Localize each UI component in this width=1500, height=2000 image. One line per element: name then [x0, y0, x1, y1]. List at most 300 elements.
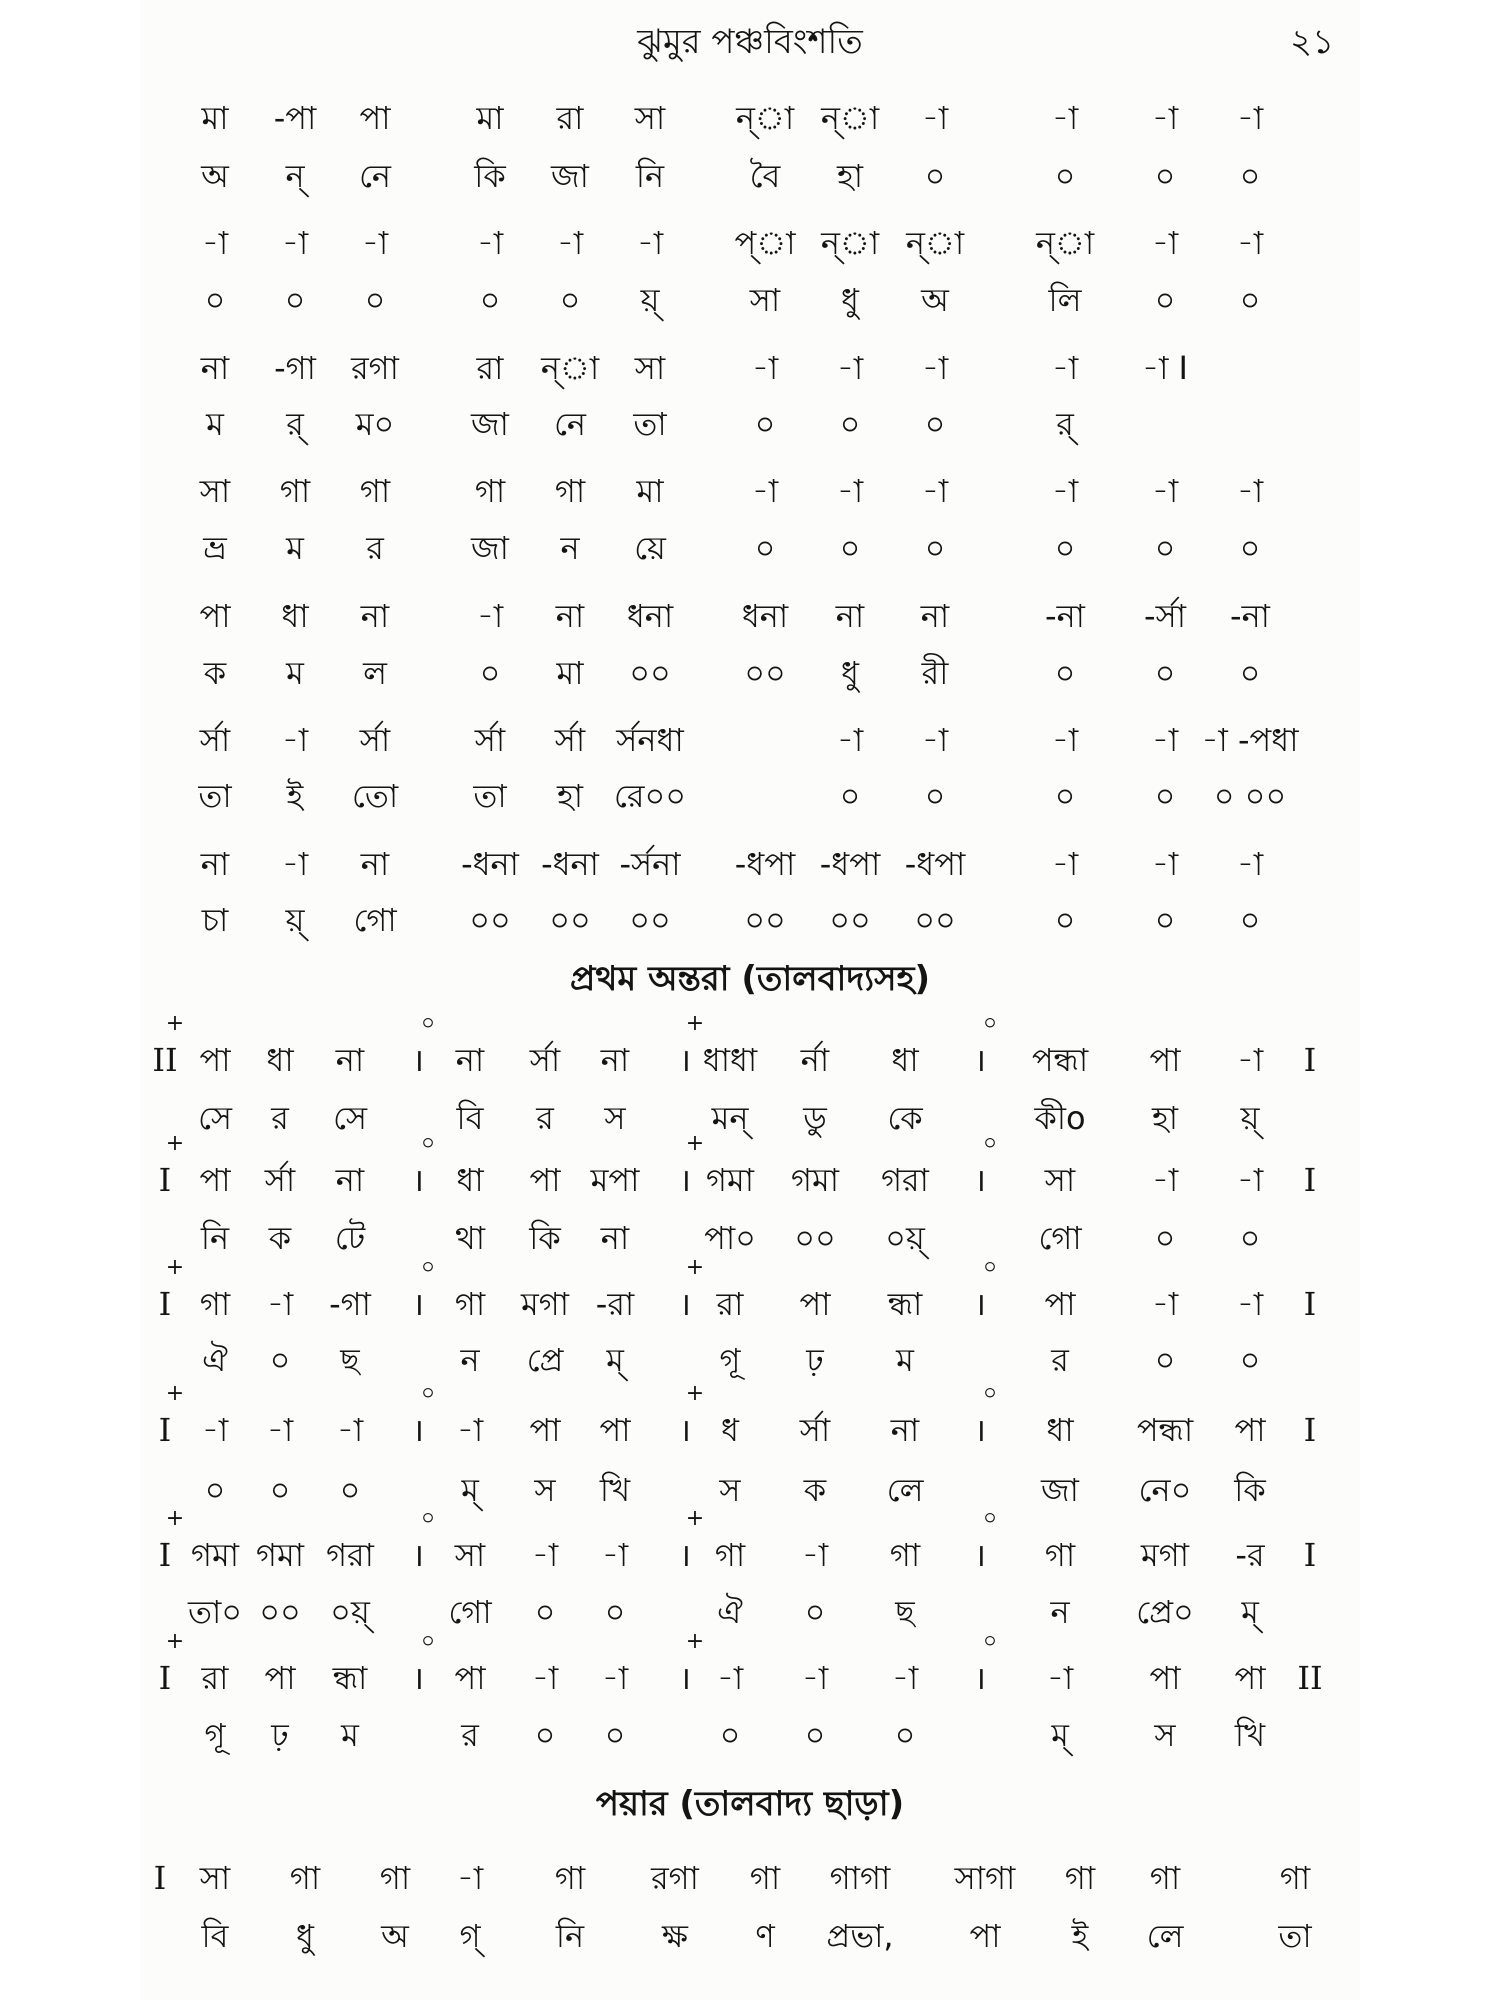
swara-cell: -া — [836, 349, 864, 387]
lyric-cell: ০ — [839, 405, 861, 443]
swara-cell: -া — [476, 597, 504, 635]
bar-line: । — [973, 1536, 987, 1574]
lyric-cell: ঢ় — [806, 1341, 824, 1379]
lyric-cell: ০ — [1054, 157, 1076, 195]
lyric-row — [0, 1467, 1500, 1513]
bar-line: I — [1303, 1161, 1317, 1199]
lyric-cell: সে — [332, 1099, 368, 1137]
swara-cell: র্সা — [199, 721, 231, 759]
lyric-cell: ছ — [340, 1341, 360, 1379]
lyric-cell: মা — [556, 654, 584, 692]
lyric-cell: কীo — [1034, 1099, 1086, 1137]
lyric-row — [0, 1215, 1500, 1261]
lyric-cell: কে — [887, 1099, 923, 1137]
swara-cell: না — [360, 845, 390, 883]
lyric-cell: ০ — [1154, 529, 1176, 567]
lyric-cell: ০ — [1054, 654, 1076, 692]
lyric-cell: ঢ় — [271, 1716, 289, 1754]
lyric-cell: ০০ — [914, 901, 956, 939]
swara-cell: না — [890, 1411, 920, 1449]
swara-cell: রগা — [651, 1859, 699, 1897]
bar-line: I — [158, 1285, 172, 1323]
swara-cell: -া — [801, 1536, 829, 1574]
lyric-cell: ০০ — [629, 901, 671, 939]
swara-cell: পা — [264, 1659, 296, 1697]
swara-cell: রা — [476, 349, 504, 387]
lyric-cell: ০০ — [549, 901, 591, 939]
lyric-cell: ০ — [1154, 1341, 1176, 1379]
swara-cell: পন্ধা — [1136, 1411, 1194, 1449]
swara-cell: -া — [281, 845, 309, 883]
khali-marker: ০ — [982, 1629, 998, 1654]
lyric-cell: লি — [1048, 281, 1082, 319]
swara-cell: পা — [1149, 1041, 1181, 1079]
lyric-cell: ক্ষ — [662, 1917, 688, 1955]
khali-marker: ০ — [982, 1011, 998, 1036]
khali-marker: ০ — [420, 1506, 436, 1531]
lyric-cell: ০ — [924, 777, 946, 815]
bar-line: । — [411, 1536, 425, 1574]
swara-cell: ধাধা — [702, 1041, 758, 1079]
swara-cell: না — [555, 597, 585, 635]
swara-cell: গা — [1279, 1859, 1311, 1897]
lyric-cell: ০ — [1239, 654, 1261, 692]
swara-cell: না — [920, 597, 950, 635]
lyric-cell: জা — [471, 529, 509, 567]
swara-cell: সা — [199, 1859, 231, 1897]
lyric-cell: র — [461, 1716, 479, 1754]
swara-cell: গা — [289, 1859, 321, 1897]
lyric-cell: মন্ — [711, 1099, 749, 1137]
bar-line: । — [678, 1536, 692, 1574]
lyric-cell: ণ — [755, 1917, 775, 1955]
lyric-row — [0, 153, 1500, 199]
lyric-cell: ০০ — [794, 1219, 836, 1257]
lyric-cell: খি — [1234, 1716, 1266, 1754]
swara-cell: -া — [1151, 1161, 1179, 1199]
swara-cell: -া — [636, 224, 664, 262]
lyric-cell: ধু — [296, 1917, 314, 1955]
swara-cell: না — [200, 845, 230, 883]
bar-line: I — [1303, 1411, 1317, 1449]
sam-marker: + — [685, 1506, 705, 1531]
lyric-cell: ০য়্ — [885, 1219, 925, 1257]
lyric-cell: ন — [460, 1341, 480, 1379]
swara-cell: -া — [281, 721, 309, 759]
lyric-cell: ০০ — [744, 901, 786, 939]
lyric-cell: ০ — [1154, 901, 1176, 939]
swara-cell: না — [360, 597, 390, 635]
swara-row — [0, 717, 1500, 763]
swara-cell: -া — [1151, 472, 1179, 510]
lyric-cell: ন — [1050, 1593, 1070, 1631]
lyric-cell: ০ — [839, 777, 861, 815]
lyric-cell: খি — [599, 1471, 631, 1509]
lyric-cell: ০ — [754, 405, 776, 443]
swara-cell: পা — [199, 1161, 231, 1199]
lyric-cell: র — [366, 529, 384, 567]
swara-cell: -না — [1045, 597, 1085, 635]
lyric-cell: ম — [286, 529, 304, 567]
lyric-cell: ০ — [924, 157, 946, 195]
lyric-cell: ০ — [479, 281, 501, 319]
lyric-cell: ক — [803, 1471, 827, 1509]
bar-line: I — [158, 1536, 172, 1574]
swara-cell: -া — [476, 224, 504, 262]
swara-cell: গা — [554, 472, 586, 510]
swara-cell: সা — [454, 1536, 486, 1574]
lyric-cell: গো — [353, 901, 397, 939]
swara-cell: সা — [199, 472, 231, 510]
page-number: ২১ — [1290, 22, 1335, 62]
swara-cell: -া — [1236, 224, 1264, 262]
swara-cell: -রা — [595, 1285, 635, 1323]
swara-cell: -া — [891, 1659, 919, 1697]
swara-cell: ন্‌া — [820, 224, 880, 262]
lyric-row — [0, 1589, 1500, 1635]
lyric-cell: ০ — [1239, 901, 1261, 939]
lyric-cell: প্রভা, — [826, 1917, 894, 1955]
lyric-cell: ডু — [803, 1099, 827, 1137]
lyric-cell: ক — [203, 654, 227, 692]
lyric-cell: ০০ — [829, 901, 871, 939]
khali-marker: ০ — [420, 1131, 436, 1156]
lyric-cell: ০০ — [259, 1593, 301, 1631]
swara-cell: ধনা — [626, 597, 674, 635]
bar-line: । — [411, 1659, 425, 1697]
swara-cell: গরা — [881, 1161, 929, 1199]
lyric-cell: ০ — [1239, 1341, 1261, 1379]
lyric-cell: য়্ — [285, 901, 305, 939]
lyric-cell: ০ — [1239, 281, 1261, 319]
lyric-cell: র — [271, 1099, 289, 1137]
sam-marker: + — [165, 1506, 185, 1531]
swara-row — [0, 1011, 1500, 1083]
lyric-cell: ন — [560, 529, 580, 567]
swara-cell: -া — [1051, 472, 1079, 510]
lyric-cell: ধু — [841, 654, 859, 692]
lyric-cell: নি — [635, 157, 665, 195]
lyric-cell: ম্ — [1241, 1593, 1259, 1631]
swara-cell: র্সা — [264, 1161, 296, 1199]
khali-marker: ০ — [982, 1131, 998, 1156]
lyric-cell: ০ — [1054, 777, 1076, 815]
lyric-cell: কি — [529, 1219, 561, 1257]
lyric-cell: ০ — [204, 281, 226, 319]
swara-cell: র্সনধা — [616, 721, 684, 759]
swara-cell: ধা — [456, 1161, 484, 1199]
swara-cell: -ধপা — [819, 845, 881, 883]
lyric-cell: ০ — [924, 529, 946, 567]
swara-row — [0, 841, 1500, 887]
bar-line: । — [678, 1411, 692, 1449]
khali-marker: ০ — [420, 1011, 436, 1036]
lyric-cell: লে — [1146, 1917, 1184, 1955]
swara-cell: -র — [1235, 1536, 1265, 1574]
swara-cell: -া — [556, 224, 584, 262]
khali-marker: ০ — [420, 1629, 436, 1654]
swara-cell: পা — [599, 1411, 631, 1449]
lyric-cell: ম০ — [355, 405, 395, 443]
swara-cell: -গা — [329, 1285, 371, 1323]
lyric-cell: ঐ — [202, 1341, 228, 1379]
lyric-cell: র — [536, 1099, 554, 1137]
bar-line: । — [973, 1411, 987, 1449]
swara-cell: ন্ধা — [332, 1659, 368, 1697]
swara-cell: -া — [456, 1411, 484, 1449]
lyric-cell: হা — [1151, 1099, 1179, 1137]
swara-cell: -া — [1236, 1285, 1264, 1323]
swara-row — [0, 1131, 1500, 1203]
lyric-cell: ০ ০০ — [1213, 777, 1287, 815]
swara-cell: ধা — [266, 1041, 294, 1079]
section-heading: পয়ার (তালবাদ্য ছাড়া) — [595, 1784, 905, 1824]
swara-cell: -া — [1151, 721, 1179, 759]
swara-cell: র্সা — [529, 1041, 561, 1079]
bar-line: । — [678, 1285, 692, 1323]
lyric-cell: ০ — [269, 1471, 291, 1509]
swara-cell: -া — [1151, 845, 1179, 883]
swara-cell: মা — [636, 472, 664, 510]
swara-cell: -া — [1051, 721, 1079, 759]
bar-line: I — [1303, 1041, 1317, 1079]
lyric-cell: টে — [334, 1219, 366, 1257]
lyric-row — [0, 401, 1500, 447]
lyric-row — [0, 773, 1500, 819]
lyric-cell: ০ — [604, 1593, 626, 1631]
swara-cell: গা — [279, 472, 311, 510]
bar-line: । — [411, 1285, 425, 1323]
swara-cell: -া — [921, 349, 949, 387]
swara-cell: গমা — [790, 1161, 840, 1199]
swara-cell: গা — [379, 1859, 411, 1897]
swara-cell: -া — [836, 472, 864, 510]
lyric-cell: ০ — [804, 1593, 826, 1631]
swara-cell: -া — [1151, 1285, 1179, 1323]
swara-row — [0, 1255, 1500, 1327]
swara-cell: -া — [836, 721, 864, 759]
lyric-cell: ০ — [1154, 654, 1176, 692]
swara-cell: -া — [361, 224, 389, 262]
swara-cell: পা — [454, 1659, 486, 1697]
swara-cell: ন্‌া — [1035, 224, 1095, 262]
swara-cell: -া — [1151, 224, 1179, 262]
swara-cell: -া — [1151, 99, 1179, 137]
swara-cell: গা — [714, 1536, 746, 1574]
lyric-cell: ধু — [841, 281, 859, 319]
khali-marker: ০ — [420, 1255, 436, 1280]
swara-cell: মগা — [1140, 1536, 1190, 1574]
swara-cell: পা — [529, 1161, 561, 1199]
swara-cell: পা — [199, 1041, 231, 1079]
swara-cell: রগা — [351, 349, 399, 387]
lyric-cell: গ্ — [459, 1917, 481, 1955]
swara-cell: ধনা — [741, 597, 789, 635]
swara-cell: -া — [531, 1536, 559, 1574]
swara-cell: র্সা — [359, 721, 391, 759]
lyric-cell: ০০ — [629, 654, 671, 692]
lyric-cell: ম্ — [461, 1471, 479, 1509]
swara-row — [0, 1381, 1500, 1453]
lyric-cell: য়্ — [1240, 1099, 1260, 1137]
swara-cell: সা — [634, 99, 666, 137]
lyric-cell: রী — [921, 654, 949, 692]
lyric-cell: জা — [471, 405, 509, 443]
sam-marker: + — [685, 1381, 705, 1406]
lyric-cell: ম — [341, 1716, 359, 1754]
swara-cell: না — [200, 349, 230, 387]
swara-cell: ন্ধা — [887, 1285, 923, 1323]
lyric-cell: ল — [363, 654, 387, 692]
lyric-cell: প্রে — [526, 1341, 564, 1379]
lyric-cell: স — [534, 1471, 556, 1509]
lyric-cell: ছ — [895, 1593, 915, 1631]
swara-cell: -া — [1236, 472, 1264, 510]
swara-cell: -া — [1051, 99, 1079, 137]
bar-line: I — [158, 1161, 172, 1199]
lyric-cell: নে — [553, 405, 587, 443]
lyric-cell: লে — [886, 1471, 924, 1509]
swara-cell: -া — [921, 472, 949, 510]
lyric-cell: হা — [836, 157, 864, 195]
swara-cell: ন্‌া — [905, 224, 965, 262]
sam-marker: + — [685, 1131, 705, 1156]
swara-cell: -া — [716, 1659, 744, 1697]
swara-cell: রা — [556, 99, 584, 137]
lyric-cell: ম্ — [606, 1341, 624, 1379]
swara-cell: রা — [201, 1659, 229, 1697]
bar-line: । — [411, 1161, 425, 1199]
lyric-cell: ০ — [1239, 157, 1261, 195]
swara-cell: পা — [1234, 1411, 1266, 1449]
swara-cell: পন্ধা — [1031, 1041, 1089, 1079]
swara-row — [0, 1506, 1500, 1578]
bar-line: II — [1297, 1659, 1323, 1697]
swara-cell: ধ — [721, 1411, 739, 1449]
bar-line: । — [973, 1659, 987, 1697]
lyric-cell: অ — [921, 281, 949, 319]
swara-cell: না — [335, 1041, 365, 1079]
lyric-cell: সে — [197, 1099, 233, 1137]
lyric-row — [0, 1095, 1500, 1141]
lyric-row — [0, 897, 1500, 943]
swara-cell: -া — [601, 1536, 629, 1574]
swara-cell: -পা — [273, 99, 317, 137]
bar-line: II — [152, 1041, 178, 1079]
sam-marker: + — [165, 1011, 185, 1036]
swara-cell: গাগা — [829, 1859, 891, 1897]
lyric-cell: তা — [1278, 1917, 1312, 1955]
swara-cell: সাগা — [954, 1859, 1016, 1897]
lyric-cell: বি — [456, 1099, 484, 1137]
swara-cell: -া — [1236, 99, 1264, 137]
lyric-cell: গো — [448, 1593, 492, 1631]
swara-cell: গমা — [190, 1536, 240, 1574]
swara-cell: -া -পধা — [1201, 721, 1299, 759]
swara-cell: ধা — [1046, 1411, 1074, 1449]
swara-cell: পা — [1234, 1659, 1266, 1697]
lyric-cell: ০ — [839, 529, 861, 567]
khali-marker: ০ — [982, 1506, 998, 1531]
swara-cell: পা — [359, 99, 391, 137]
bar-line: । — [678, 1659, 692, 1697]
lyric-cell: ভ্র — [203, 529, 227, 567]
swara-cell: -া — [751, 349, 779, 387]
lyric-cell: ক — [268, 1219, 292, 1257]
lyric-cell: ঐ — [717, 1593, 743, 1631]
swara-cell: গা — [889, 1536, 921, 1574]
lyric-cell: ০ — [1154, 1219, 1176, 1257]
swara-cell: -গা — [274, 349, 316, 387]
lyric-cell: র্ — [1056, 405, 1074, 443]
swara-cell: -ধনা — [461, 845, 519, 883]
lyric-cell: অ — [381, 1917, 409, 1955]
swara-cell: -া — [1046, 1659, 1074, 1697]
swara-cell: -া — [1051, 845, 1079, 883]
swara-cell: মা — [476, 99, 504, 137]
swara-cell: -া — [266, 1285, 294, 1323]
lyric-cell: ০ — [534, 1716, 556, 1754]
lyric-row — [0, 1337, 1500, 1383]
lyric-cell: স — [604, 1099, 626, 1137]
lyric-cell: স — [1154, 1716, 1176, 1754]
swara-cell: গা — [1064, 1859, 1096, 1897]
khali-marker: ০ — [420, 1381, 436, 1406]
lyric-cell: ০ — [364, 281, 386, 319]
swara-cell: গা — [199, 1285, 231, 1323]
lyric-cell: ০ — [1154, 157, 1176, 195]
swara-cell: না — [600, 1041, 630, 1079]
bar-line: । — [973, 1285, 987, 1323]
lyric-cell: না — [600, 1219, 630, 1257]
swara-cell: গা — [749, 1859, 781, 1897]
swara-row — [0, 468, 1500, 514]
lyric-cell: ০০ — [469, 901, 511, 939]
lyric-cell: প্রে০ — [1136, 1593, 1194, 1631]
lyric-cell: ০ — [754, 529, 776, 567]
swara-cell: -র্সনা — [619, 845, 681, 883]
swara-row — [0, 220, 1500, 266]
lyric-cell: গূ — [204, 1716, 226, 1754]
bar-line: I — [153, 1859, 167, 1897]
swara-cell: -া — [1236, 845, 1264, 883]
swara-row — [0, 1855, 1500, 1901]
swara-cell: -া — [1236, 1161, 1264, 1199]
swara-cell: -া — [801, 1659, 829, 1697]
khali-marker: ০ — [982, 1255, 998, 1280]
swara-cell: -ধপা — [904, 845, 966, 883]
lyric-cell: বৈ — [749, 157, 781, 195]
lyric-cell: চা — [201, 901, 229, 939]
lyric-cell: ০ — [1154, 777, 1176, 815]
swara-cell: পা — [199, 597, 231, 635]
lyric-cell: য়ে — [634, 529, 666, 567]
sam-marker: + — [685, 1255, 705, 1280]
lyric-cell: ০ — [924, 405, 946, 443]
swara-cell: গা — [474, 472, 506, 510]
swara-cell: গা — [359, 472, 391, 510]
swara-cell: গমা — [705, 1161, 755, 1199]
swara-cell: মপা — [590, 1161, 640, 1199]
running-header-title: ঝুমুর পঞ্চবিংশতি — [637, 22, 863, 62]
swara-cell: -া — [1236, 1041, 1264, 1079]
lyric-cell: গো — [1038, 1219, 1082, 1257]
swara-cell: -া — [336, 1411, 364, 1449]
lyric-cell: ম — [286, 654, 304, 692]
lyric-cell: ই — [1071, 1917, 1089, 1955]
lyric-cell: ০ — [894, 1716, 916, 1754]
lyric-cell: র — [1051, 1341, 1069, 1379]
